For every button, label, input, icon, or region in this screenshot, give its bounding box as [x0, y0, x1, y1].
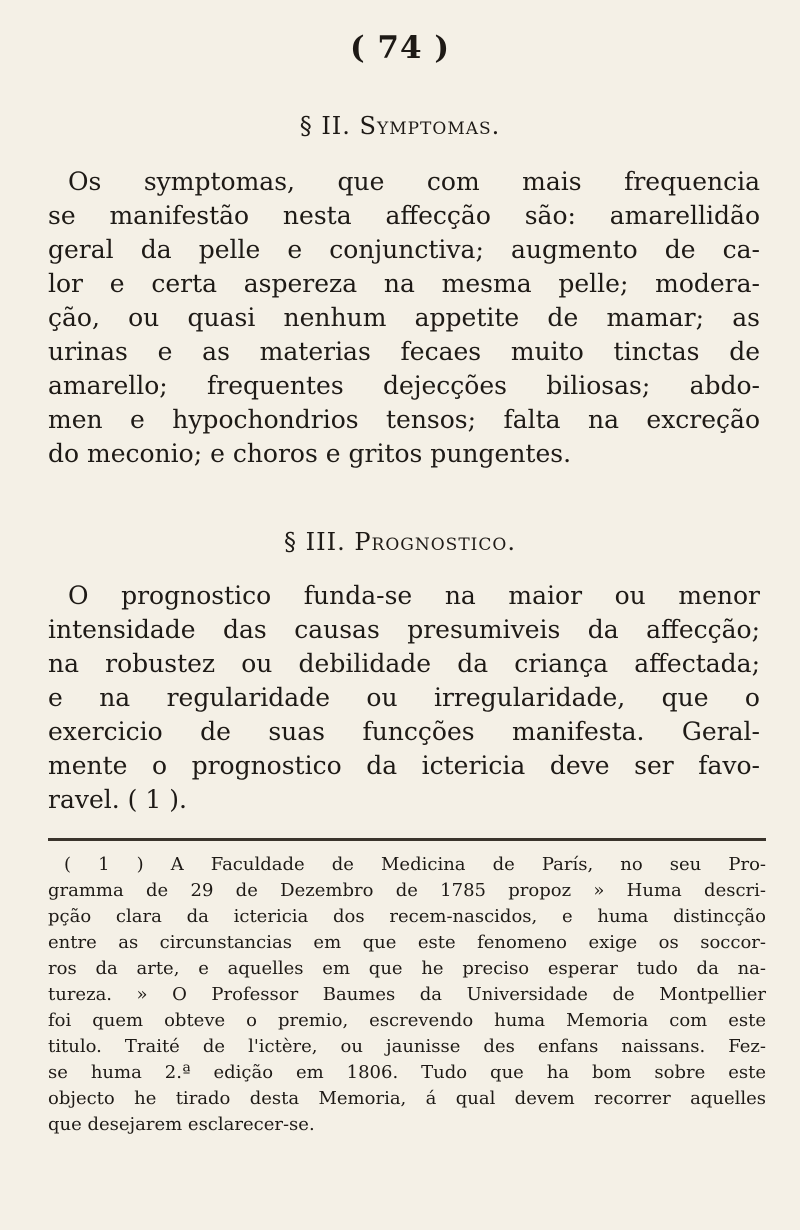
text-line: lor e certa aspereza na mesma pelle; modera-: [48, 269, 760, 298]
section-title: Prognostico.: [354, 528, 516, 556]
text-line: mente o prognostico da ictericia deve ser favo-: [48, 751, 760, 780]
section-number: § III.: [284, 528, 346, 556]
text-line: intensidade das causas presumiveis da affecção;: [48, 615, 760, 644]
text-line: men e hypochondrios tensos; falta na excreção: [48, 405, 760, 434]
footnote-line: objecto he tirado desta Memoria, á qual devem recorrer aquelles: [48, 1088, 766, 1109]
text-line: Os symptomas, que com mais frequencia: [68, 167, 760, 196]
footnote-line: gramma de 29 de Dezembro de 1785 propoz » Huma descri-: [48, 880, 766, 901]
section-heading-symptomas: [0, 112, 800, 140]
text-line: na robustez ou debilidade da criança affectada;: [48, 649, 760, 678]
section-heading-prognostico: [0, 528, 800, 556]
text-line: O prognostico funda-se na maior ou menor: [68, 581, 760, 610]
text-line: geral da pelle e conjunctiva; augmento de ca-: [48, 235, 760, 264]
text-line: do meconio; e choros e gritos pungentes.: [48, 439, 572, 468]
text-line: exercicio de suas funcções manifesta. Geral-: [48, 717, 760, 746]
text-line: ção, ou quasi nenhum appetite de mamar; as: [48, 303, 760, 332]
text-line: urinas e as materias fecaes muito tinctas de: [48, 337, 760, 366]
text-line: ravel. ( 1 ).: [48, 785, 187, 814]
section-title: Symptomas.: [359, 112, 501, 140]
footnote-line: tureza. » O Professor Baumes da Universidade de Montpellier: [48, 984, 766, 1005]
footnote-line: titulo. Traité de l'ictère, ou jaunisse des enfans naissans. Fez-: [48, 1036, 766, 1057]
footnote-line: se huma 2.ª edição em 1806. Tudo que ha bom sobre este: [48, 1062, 766, 1083]
text-line: e na regularidade ou irregularidade, que o: [48, 683, 760, 712]
section-number: § II.: [299, 112, 351, 140]
footnote-line: ( 1 ) A Faculdade de Medicina de París, no seu Pro-: [64, 854, 766, 875]
footnote-line: entre as circunstancias em que este fenomeno exige os soccor-: [48, 932, 766, 953]
page-number: ( 74 ): [349, 30, 451, 66]
text-line: se manifestão nesta affecção são: amarellidão: [48, 201, 760, 230]
footnote-line: foi quem obteve o premio, escrevendo huma Memoria com este: [48, 1010, 766, 1031]
footnote-line: que desejarem esclarecer-se.: [48, 1114, 315, 1135]
footnote-line: pção clara da ictericia dos recem-nascidos, e huma distincção: [48, 906, 766, 927]
footnote-line: ros da arte, e aquelles em que he preciso esperar tudo da na-: [48, 958, 766, 979]
text-line: amarello; frequentes dejecções biliosas; abdo-: [48, 371, 760, 400]
footnote-divider: [48, 838, 766, 841]
